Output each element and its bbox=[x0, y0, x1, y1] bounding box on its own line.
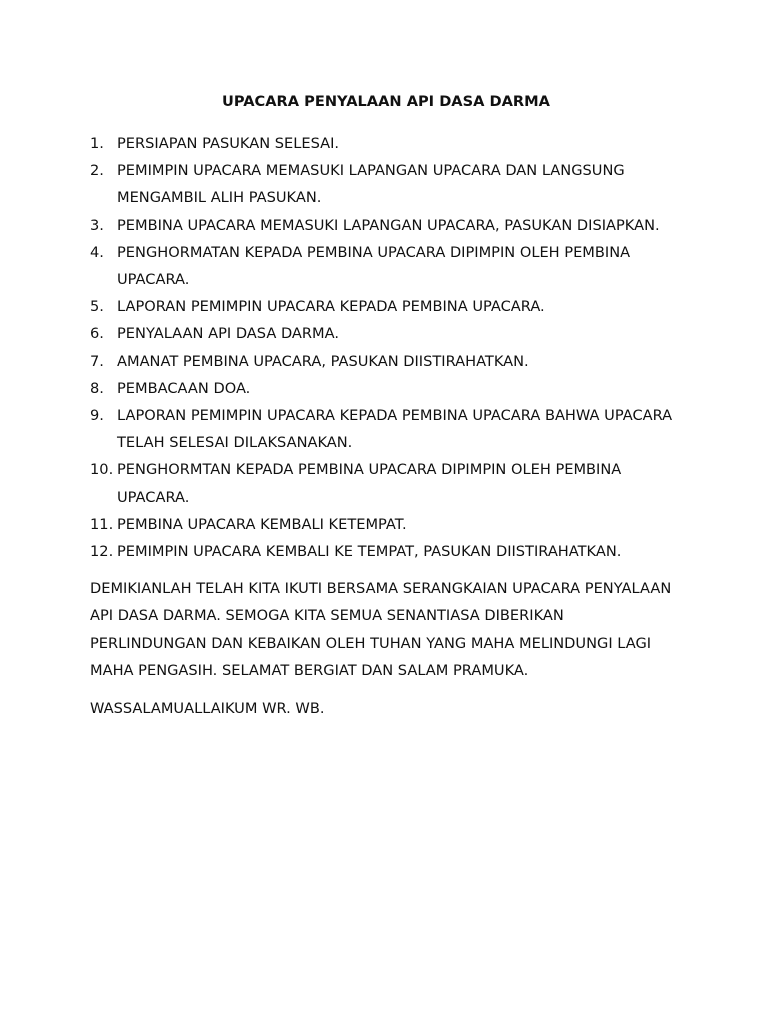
list-item bbox=[90, 511, 682, 538]
step-number: 2. bbox=[90, 162, 104, 180]
closing-greeting: WASSALAMUALLAIKUM WR. WB. bbox=[90, 700, 325, 718]
step-number: 9. bbox=[90, 407, 104, 425]
list-item bbox=[90, 375, 682, 402]
list-item bbox=[90, 348, 682, 375]
step-text: PEMIMPIN UPACARA MEMASUKI LAPANGAN UPACARA DAN LANGSUNG MENGAMBIL ALIH PASUKAN. bbox=[117, 162, 625, 207]
ceremony-steps-list bbox=[90, 130, 682, 565]
list-item bbox=[90, 239, 682, 293]
list-item bbox=[90, 157, 682, 211]
document-title: UPACARA PENYALAAN API DASA DARMA bbox=[222, 93, 550, 110]
step-number: 7. bbox=[90, 352, 104, 370]
step-text: AMANAT PEMBINA UPACARA, PASUKAN DIISTIRAHATKAN. bbox=[117, 352, 529, 370]
list-item bbox=[90, 538, 682, 565]
step-number: 5. bbox=[90, 298, 104, 316]
step-text: PENGHORMATAN KEPADA PEMBINA UPACARA DIPIMPIN OLEH PEMBINA UPACARA. bbox=[117, 243, 631, 289]
step-number: 6. bbox=[90, 325, 104, 343]
step-number: 11. bbox=[90, 515, 114, 533]
closing-paragraph: DEMIKIANLAH TELAH KITA IKUTI BERSAMA SERANGKAIAN UPACARA PENYALAAN API DASA DARMA. SEMOGA KITA SEMUA SENANTIASA DIBERIKAN PERLINDUNGAN DAN KEBAIKAN OLEH TUHAN YANG MAHA MELINDUNGI LAGI MAHA PENGASIH. SELAMAT BERGIAT DAN SALAM PRAMUKA. bbox=[90, 580, 672, 679]
list-item bbox=[90, 293, 682, 320]
step-number: 4. bbox=[90, 243, 104, 261]
step-text: PENYALAAN API DASA DARMA. bbox=[117, 325, 340, 343]
step-text: PEMIMPIN UPACARA KEMBALI KE TEMPAT, PASUKAN DIISTIRAHATKAN. bbox=[117, 543, 622, 561]
list-item bbox=[90, 402, 682, 456]
list-item bbox=[90, 320, 682, 347]
step-number: 3. bbox=[90, 216, 104, 234]
step-text: PEMBINA UPACARA KEMBALI KETEMPAT. bbox=[117, 515, 407, 533]
step-number: 8. bbox=[90, 379, 104, 397]
step-number: 10. bbox=[90, 461, 114, 479]
step-text: PENGHORMTAN KEPADA PEMBINA UPACARA DIPIMPIN OLEH PEMBINA UPACARA. bbox=[117, 461, 622, 506]
step-text: LAPORAN PEMIMPIN UPACARA KEPADA PEMBINA UPACARA. bbox=[117, 298, 545, 316]
step-number: 1. bbox=[90, 135, 104, 152]
step-text: LAPORAN PEMIMPIN UPACARA KEPADA PEMBINA UPACARA BAHWA UPACARA TELAH SELESAI DILAKSANAKAN. bbox=[117, 407, 673, 452]
step-number: 12. bbox=[90, 543, 114, 561]
step-text: PEMBINA UPACARA MEMASUKI LAPANGAN UPACARA, PASUKAN DISIAPKAN. bbox=[117, 216, 660, 234]
list-item bbox=[90, 130, 682, 157]
list-item bbox=[90, 212, 682, 239]
list-item bbox=[90, 456, 682, 510]
step-text: PEMBACAAN DOA. bbox=[117, 379, 251, 397]
step-text: PERSIAPAN PASUKAN SELESAI. bbox=[117, 135, 340, 152]
